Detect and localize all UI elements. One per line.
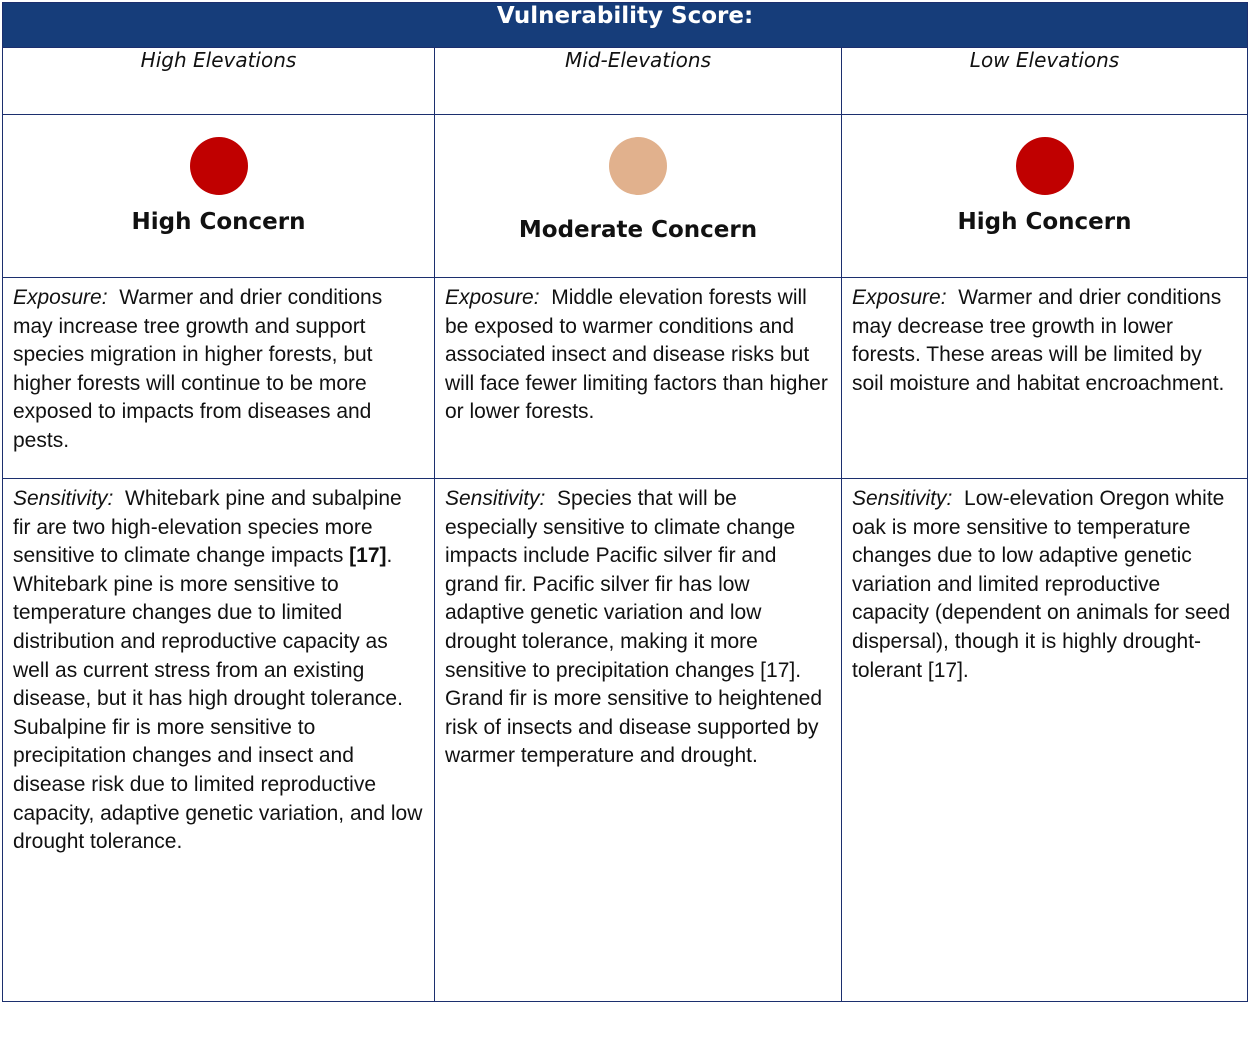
exposure-label: Exposure: <box>445 286 540 309</box>
exposure-high <box>3 278 435 479</box>
sensitivity-text: Species that will be especially sensitive to climate change impacts include Pacific silver fir and grand fir. Pacific silver fir has low adaptive genetic variation and low drought tolerance, making it more sensitive to precipitation changes [17]. Grand fir is more sensitive to heightened risk of insects and disease supported by warmer temperature and drought. <box>445 487 823 768</box>
table-title: Vulnerability Score: <box>3 3 1248 48</box>
elevation-high: High Elevations <box>3 48 435 115</box>
exposure-text: Warmer and drier conditions may decrease tree growth in lower forests. These areas will be limited by soil moisture and habitat encroachment. <box>852 286 1225 395</box>
elevation-low: Low Elevations <box>842 48 1248 115</box>
exposure-row <box>3 278 1248 479</box>
sensitivity-mid <box>435 479 842 1002</box>
elevation-row <box>3 48 1248 115</box>
sensitivity-text: Whitebark pine and subalpine fir are two high-elevation species more sensitive to climate change impacts <box>13 487 402 568</box>
concern-dot-icon <box>1016 137 1074 195</box>
score-cell-mid <box>435 115 842 278</box>
exposure-label: Exposure: <box>852 286 947 309</box>
sensitivity-text-cont: . Whitebark pine is more sensitive to temperature changes due to limited distribution and reproductive capacity as well as current stress from an existing disease, but it has high drought tolerance. Subalpine fir is more sensitive to precipitation changes and insect and disease risk due to limited reproductive capacity, adaptive genetic variation, and low drought tolerance. <box>13 544 423 854</box>
exposure-low <box>842 278 1248 479</box>
score-row <box>3 115 1248 278</box>
elevation-mid: Mid-Elevations <box>435 48 842 115</box>
concern-dot-icon <box>190 137 248 195</box>
concern-label-high: High Concern <box>131 209 306 235</box>
sensitivity-label: Sensitivity: <box>852 487 953 510</box>
exposure-label: Exposure: <box>13 286 108 309</box>
vulnerability-table <box>2 2 1248 1002</box>
exposure-text: Warmer and drier conditions may increase tree growth and support species migration in higher forests, but higher forests will continue to be more exposed to impacts from diseases and pests. <box>13 286 383 452</box>
concern-label-mid: Moderate Concern <box>518 217 758 243</box>
concern-dot-icon <box>609 137 667 195</box>
citation-ref: [17] <box>349 544 387 568</box>
sensitivity-high <box>3 479 435 1002</box>
score-cell-high <box>3 115 435 278</box>
sensitivity-label: Sensitivity: <box>13 487 114 510</box>
sensitivity-row <box>3 479 1248 1002</box>
sensitivity-text: Low-elevation Oregon white oak is more sensitive to temperature changes due to low adaptive genetic variation and limited reproductive capacity (dependent on animals for seed dispersal), though it is highly drought-tolerant [17]. <box>852 487 1231 682</box>
exposure-text: Middle elevation forests will be exposed to warmer conditions and associated insect and disease risks but will face fewer limiting factors than higher or lower forests. <box>445 286 828 424</box>
score-cell-low <box>842 115 1248 278</box>
exposure-mid <box>435 278 842 479</box>
concern-label-low: High Concern <box>957 209 1132 235</box>
sensitivity-low <box>842 479 1248 1002</box>
sensitivity-label: Sensitivity: <box>445 487 546 510</box>
